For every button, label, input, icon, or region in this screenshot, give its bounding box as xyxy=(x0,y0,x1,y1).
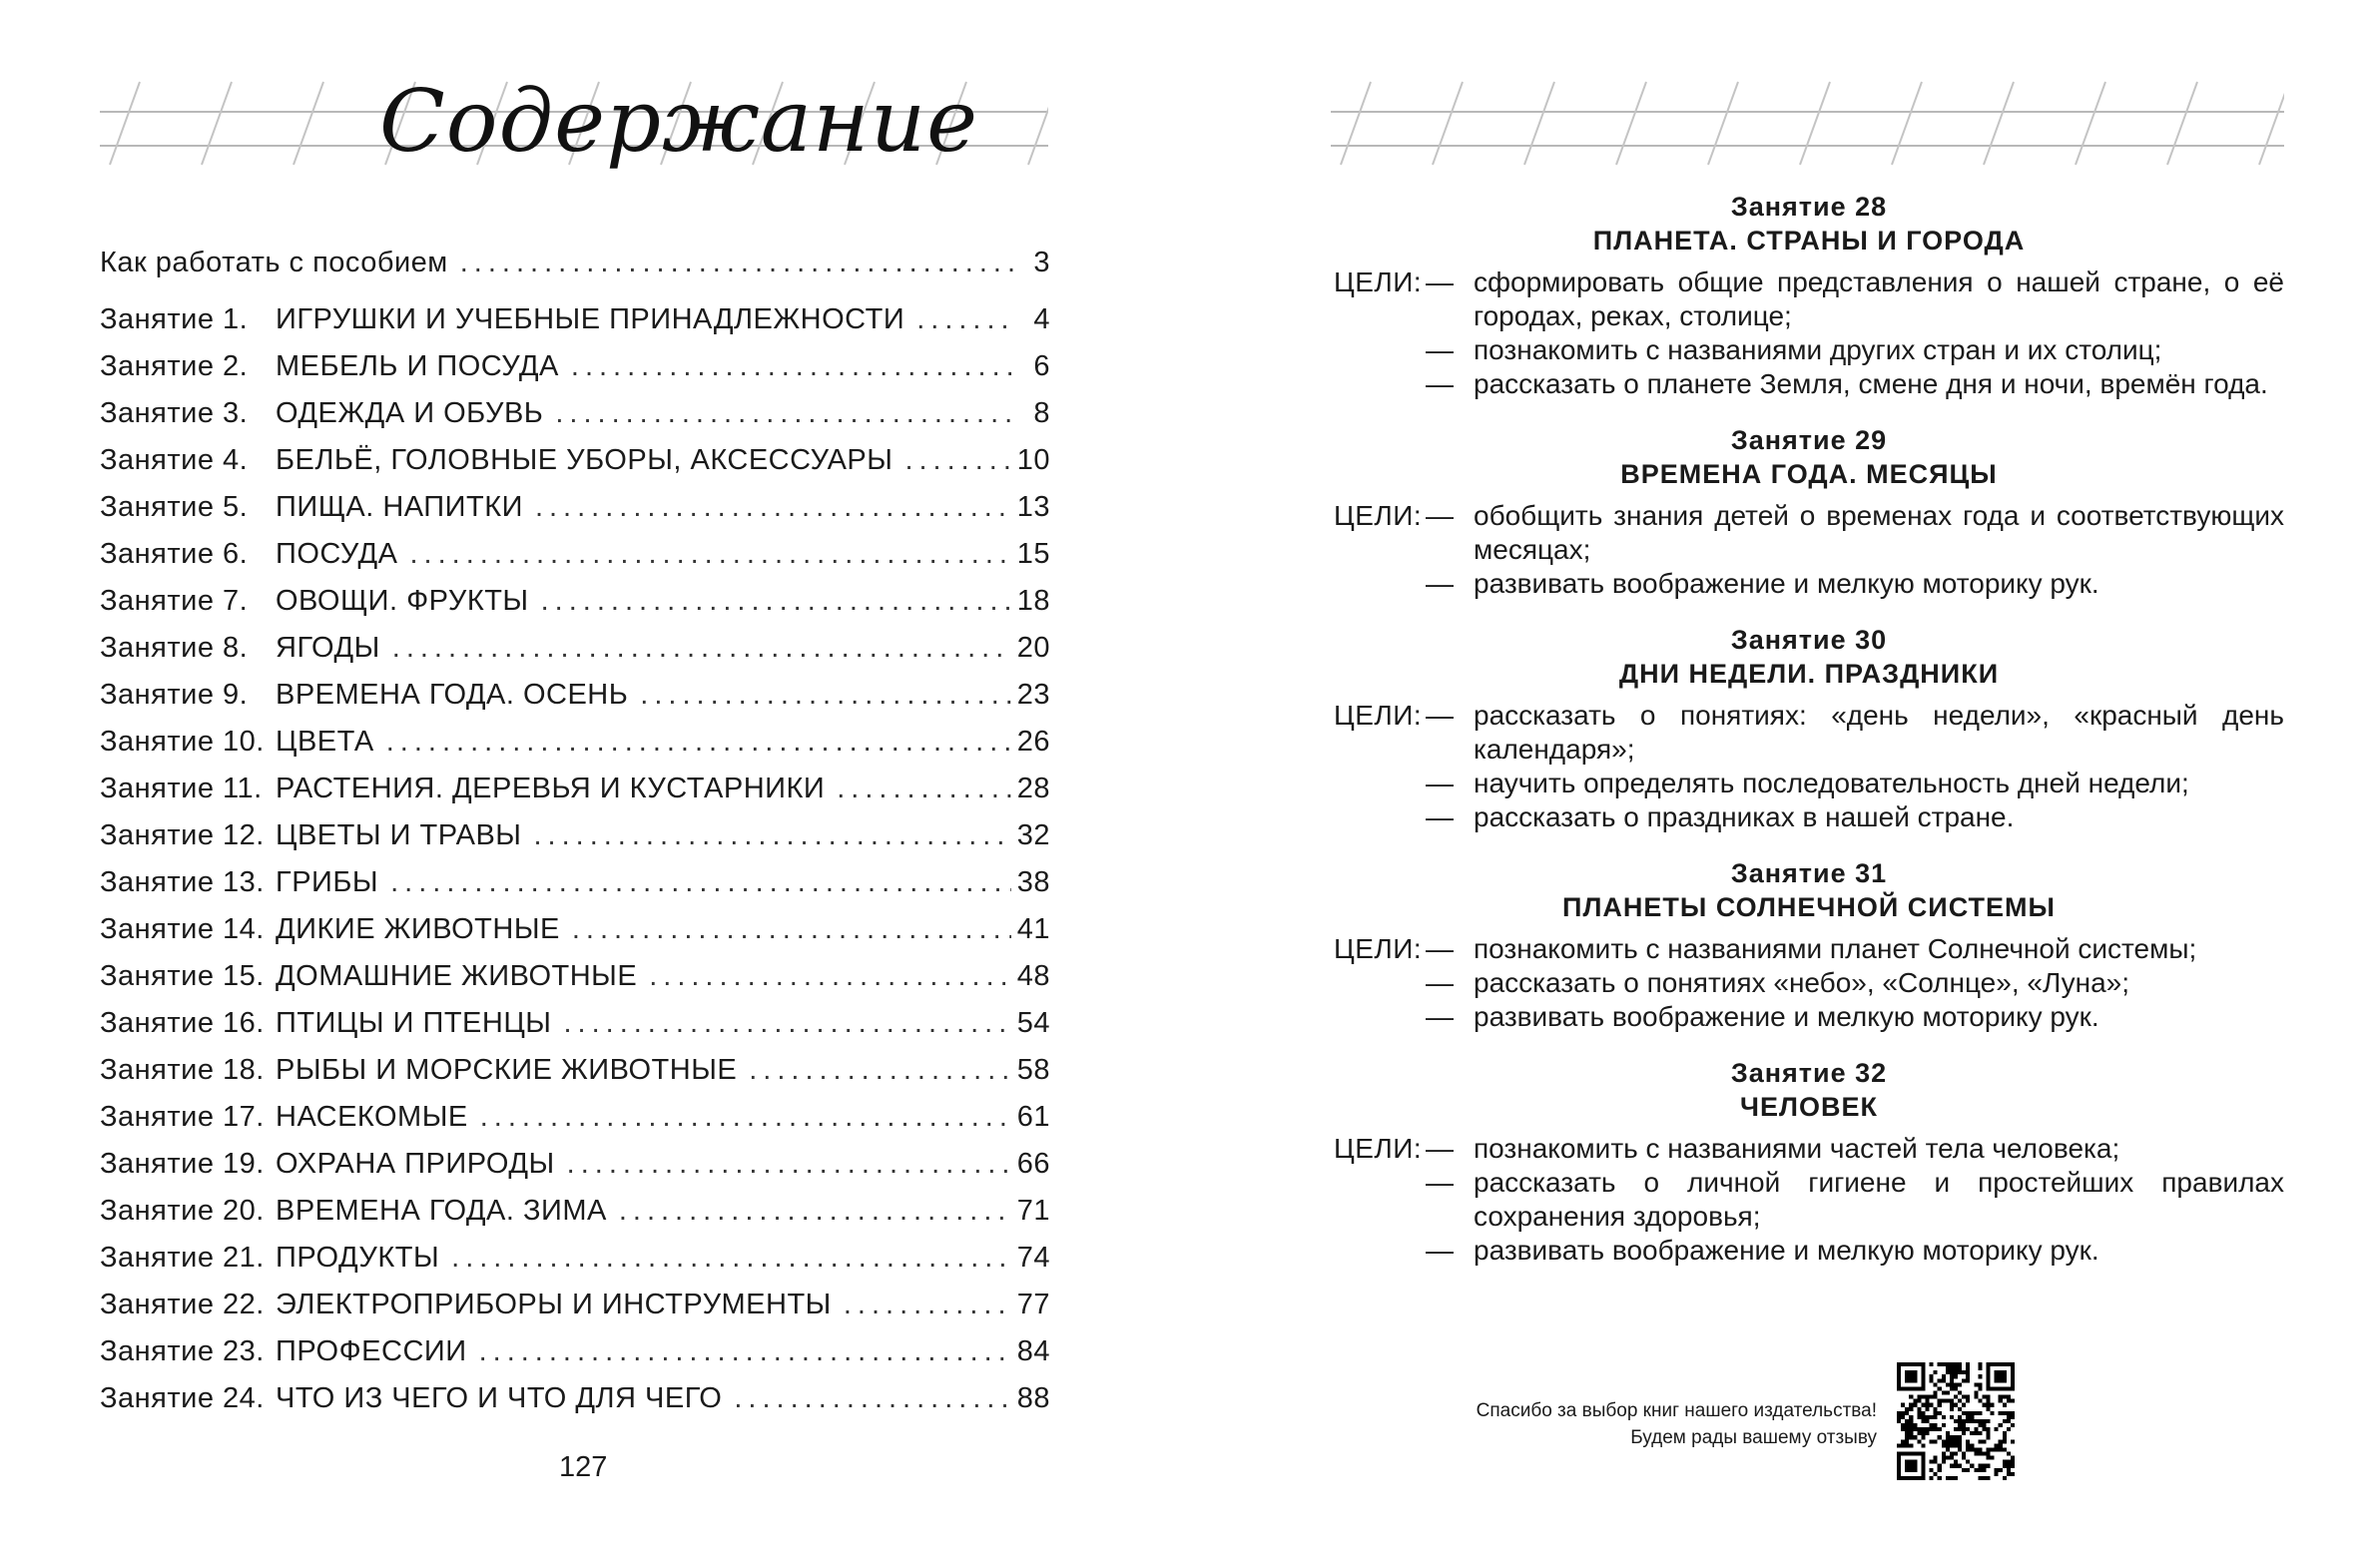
goal-item xyxy=(1426,767,2284,800)
toc-lesson-title: ВРЕМЕНА ГОДА. ОСЕНЬ xyxy=(276,679,629,711)
lesson-number: Занятие 31 xyxy=(1730,858,1888,888)
toc-lesson-title: ЧТО ИЗ ЧЕГО И ЧТО ДЛЯ ЧЕГО xyxy=(276,1382,723,1414)
toc-page-number: 15 xyxy=(1016,538,1050,570)
goal-text: рассказать о праздниках в нашей стране. xyxy=(1474,801,2015,832)
toc-leader-dots xyxy=(749,1054,1011,1087)
toc-lesson-number: Занятие 23. xyxy=(100,1335,265,1367)
toc-page-number: 48 xyxy=(1016,960,1050,992)
dash-bullet: — xyxy=(1426,967,1454,998)
dash-bullet: — xyxy=(1426,568,1454,599)
toc-page-number: 13 xyxy=(1016,491,1050,523)
dash-bullet: — xyxy=(1426,368,1454,399)
goal-text: обобщить знания детей о временах года и соответствующих месяцах; xyxy=(1474,500,2284,565)
dash-bullet: — xyxy=(1426,500,1454,531)
toc-page-number: 58 xyxy=(1016,1054,1050,1086)
toc-lesson-title: ЦВЕТЫ И ТРАВЫ xyxy=(276,819,522,851)
toc-item[interactable] xyxy=(100,538,1050,585)
goal-item xyxy=(1426,265,2284,333)
lesson-block xyxy=(1334,856,2284,1034)
toc-leader-dots xyxy=(390,866,1011,899)
goals-list xyxy=(1426,699,2284,834)
toc-page-number: 41 xyxy=(1016,913,1050,945)
toc-page-number: 3 xyxy=(1033,247,1050,278)
toc-lesson-title: ВРЕМЕНА ГОДА. ЗИМА xyxy=(276,1195,607,1227)
lesson-goals xyxy=(1334,932,2284,1034)
toc-lesson-number: Занятие 20. xyxy=(100,1195,265,1227)
toc-lesson-number: Занятие 22. xyxy=(100,1289,265,1320)
page-number: 127 xyxy=(559,1451,608,1483)
toc-item[interactable] xyxy=(100,1007,1050,1054)
toc-lesson-number: Занятие 17. xyxy=(100,1101,265,1133)
toc-lesson-number: Занятие 21. xyxy=(100,1242,265,1274)
toc-lesson-number: Занятие 16. xyxy=(100,1007,265,1039)
toc-item[interactable] xyxy=(100,866,1050,913)
toc-lesson-title: РАСТЕНИЯ. ДЕРЕВЬЯ И КУСТАРНИКИ xyxy=(276,773,826,804)
toc-lesson-title: ОВОЩИ. ФРУКТЫ xyxy=(276,585,529,617)
toc-lesson-number: Занятие 1. xyxy=(100,303,249,335)
toc-leader-dots xyxy=(649,960,1011,993)
contents-title: Содержание xyxy=(379,72,978,172)
toc-lesson-title: ПРОФЕССИИ xyxy=(276,1335,467,1367)
goal-text: развивать воображение и мелкую моторику рук. xyxy=(1474,1001,2099,1032)
lesson-number: Занятие 30 xyxy=(1730,625,1888,655)
toc-page-number: 84 xyxy=(1016,1335,1050,1367)
toc-page-number: 88 xyxy=(1016,1382,1050,1414)
toc-lesson-title: ЭЛЕКТРОПРИБОРЫ И ИНСТРУМЕНТЫ xyxy=(276,1289,832,1320)
toc-page-number: 10 xyxy=(1016,444,1050,476)
toc-page-number: 18 xyxy=(1016,585,1050,617)
goal-item xyxy=(1426,333,2284,367)
goals-list xyxy=(1426,1132,2284,1268)
toc-lesson-number: Занятие 19. xyxy=(100,1148,265,1180)
toc-leader-dots xyxy=(541,585,1011,618)
goal-item xyxy=(1426,966,2284,1000)
dash-bullet: — xyxy=(1426,1133,1454,1164)
toc-leader-dots xyxy=(844,1289,1011,1321)
goal-item xyxy=(1426,567,2284,601)
toc-lesson-title: ДОМАШНИЕ ЖИВОТНЫЕ xyxy=(276,960,638,992)
toc-item[interactable] xyxy=(100,1382,1050,1429)
toc-page-number: 4 xyxy=(1033,303,1050,335)
qr-code-icon[interactable] xyxy=(1897,1362,2015,1480)
toc-intro-label: Как работать с пособием xyxy=(100,247,448,278)
dash-bullet: — xyxy=(1426,1001,1454,1032)
toc-lesson-number: Занятие 7. xyxy=(100,585,249,617)
dash-bullet: — xyxy=(1426,933,1454,964)
lesson-block xyxy=(1334,423,2284,601)
goals-label: ЦЕЛИ: xyxy=(1334,266,1423,297)
goal-item xyxy=(1426,367,2284,401)
toc-leader-dots xyxy=(571,350,1014,383)
toc-item[interactable] xyxy=(100,1101,1050,1148)
toc-leader-dots xyxy=(837,773,1011,805)
thanks-line-1: Спасибо за выбор книг нашего издательства! xyxy=(1476,1400,1877,1421)
toc-page-number: 71 xyxy=(1016,1195,1050,1227)
toc-page-number: 32 xyxy=(1016,819,1050,851)
toc-item[interactable] xyxy=(100,350,1050,397)
toc-item[interactable] xyxy=(100,1054,1050,1101)
goal-item xyxy=(1426,499,2284,567)
toc-lesson-title: ИГРУШКИ И УЧЕБНЫЕ ПРИНАДЛЕЖНОСТИ xyxy=(276,303,905,335)
goal-text: сформировать общие представления о нашей стране, о её городах, реках, столице; xyxy=(1474,266,2284,331)
toc-page-number: 61 xyxy=(1016,1101,1050,1133)
lesson-number: Занятие 28 xyxy=(1730,192,1888,222)
toc-lesson-number: Занятие 12. xyxy=(100,819,265,851)
lesson-title: ДНИ НЕДЕЛИ. ПРАЗДНИКИ xyxy=(1618,659,2000,689)
lesson-title: ЧЕЛОВЕК xyxy=(1740,1092,1878,1122)
toc-item[interactable] xyxy=(100,819,1050,866)
goal-text: познакомить с названиями других стран и их столиц; xyxy=(1474,334,2162,365)
goal-text: научить определять последовательность дней недели; xyxy=(1474,768,2189,798)
toc-lesson-number: Занятие 4. xyxy=(100,444,249,476)
lesson-goals xyxy=(1334,265,2284,401)
toc-item[interactable] xyxy=(100,444,1050,491)
toc-lesson-number: Занятие 3. xyxy=(100,397,249,429)
toc-page-number: 20 xyxy=(1016,632,1050,664)
toc-lesson-number: Занятие 10. xyxy=(100,726,265,758)
toc-lesson-title: ПРОДУКТЫ xyxy=(276,1242,440,1274)
lesson-title: ВРЕМЕНА ГОДА. МЕСЯЦЫ xyxy=(1620,459,1998,489)
lesson-goals xyxy=(1334,699,2284,834)
toc-lesson-number: Занятие 13. xyxy=(100,866,265,898)
toc-lesson-title: ПИЩА. НАПИТКИ xyxy=(276,491,523,523)
thanks-note xyxy=(1358,1397,1877,1451)
toc-lesson-number: Занятие 2. xyxy=(100,350,249,382)
goal-text: познакомить с названиями планет Солнечной системы; xyxy=(1474,933,2197,964)
toc-page-number: 54 xyxy=(1016,1007,1050,1039)
toc-lesson-title: ЯГОДЫ xyxy=(276,632,380,664)
dash-bullet: — xyxy=(1426,700,1454,731)
goals-label: ЦЕЛИ: xyxy=(1334,500,1423,531)
goal-text: познакомить с названиями частей тела человека; xyxy=(1474,1133,2120,1164)
goal-text: рассказать о понятиях: «день недели», «красный день календаря»; xyxy=(1474,700,2284,765)
toc-lesson-number: Занятие 14. xyxy=(100,913,265,945)
toc-page-number: 26 xyxy=(1016,726,1050,758)
goal-item xyxy=(1426,1132,2284,1166)
goals-label: ЦЕЛИ: xyxy=(1334,700,1423,731)
toc-lesson-number: Занятие 8. xyxy=(100,632,249,664)
toc-page-number: 8 xyxy=(1033,397,1050,429)
toc-leader-dots xyxy=(460,247,1014,279)
thanks-line-2: Будем рады вашему отзыву xyxy=(1630,1427,1877,1448)
goal-text: развивать воображение и мелкую моторику рук. xyxy=(1474,568,2099,599)
dash-bullet: — xyxy=(1426,768,1454,798)
toc-item[interactable] xyxy=(100,1335,1050,1382)
toc-leader-dots xyxy=(904,444,1010,477)
dash-bullet: — xyxy=(1426,334,1454,365)
lesson-title: ПЛАНЕТЫ СОЛНЕЧНОЙ СИСТЕМЫ xyxy=(1562,892,2056,922)
goal-text: рассказать о планете Земля, смене дня и ночи, времён года. xyxy=(1474,368,2268,399)
toc-page-number: 66 xyxy=(1016,1148,1050,1180)
lesson-block xyxy=(1334,190,2284,401)
toc-page-number: 23 xyxy=(1016,679,1050,711)
toc-item[interactable] xyxy=(100,1289,1050,1335)
goal-item xyxy=(1426,932,2284,966)
toc-leader-dots xyxy=(535,491,1011,524)
toc-lesson-title: ДИКИЕ ЖИВОТНЫЕ xyxy=(276,913,560,945)
dash-bullet: — xyxy=(1426,1167,1454,1198)
toc-lesson-number: Занятие 11. xyxy=(100,773,263,804)
lesson-number: Занятие 32 xyxy=(1730,1058,1888,1088)
dash-bullet: — xyxy=(1426,801,1454,832)
toc-page-number: 28 xyxy=(1016,773,1050,804)
toc-item[interactable] xyxy=(100,913,1050,960)
goal-item xyxy=(1426,1234,2284,1268)
toc-leader-dots xyxy=(409,538,1010,571)
toc-lesson-title: РЫБЫ И МОРСКИЕ ЖИВОТНЫЕ xyxy=(276,1054,738,1086)
goals-label: ЦЕЛИ: xyxy=(1334,933,1423,964)
toc-leader-dots xyxy=(392,632,1011,665)
toc-lesson-number: Занятие 6. xyxy=(100,538,249,570)
toc-leader-dots xyxy=(451,1242,1011,1275)
goal-text: рассказать о понятиях «небо», «Солнце», «Луна»; xyxy=(1474,967,2130,998)
toc-lesson-title: ПОСУДА xyxy=(276,538,398,570)
toc-lesson-title: БЕЛЬЁ, ГОЛОВНЫЕ УБОРЫ, АКСЕССУАРЫ xyxy=(276,444,893,476)
toc-lesson-number: Занятие 5. xyxy=(100,491,249,523)
toc-item[interactable] xyxy=(100,1148,1050,1195)
toc-item[interactable] xyxy=(100,632,1050,679)
toc-lesson-title: ОДЕЖДА И ОБУВЬ xyxy=(276,397,544,429)
toc-leader-dots xyxy=(563,1007,1010,1040)
lesson-block xyxy=(1334,1056,2284,1268)
goals-label: ЦЕЛИ: xyxy=(1334,1133,1423,1164)
table-of-contents xyxy=(100,247,1050,1429)
toc-leader-dots xyxy=(555,397,1014,430)
toc-leader-dots xyxy=(572,913,1011,946)
goal-item xyxy=(1426,800,2284,834)
goals-list xyxy=(1426,932,2284,1034)
toc-lesson-number: Занятие 24. xyxy=(100,1382,265,1414)
toc-lesson-title: НАСЕКОМЫЕ xyxy=(276,1101,468,1133)
lessons-list xyxy=(1334,190,2284,1290)
toc-page-number: 74 xyxy=(1016,1242,1050,1274)
toc-leader-dots xyxy=(386,726,1011,759)
lesson-number: Занятие 29 xyxy=(1730,425,1888,455)
toc-leader-dots xyxy=(916,303,1014,336)
toc-item[interactable] xyxy=(100,1195,1050,1242)
lesson-goals xyxy=(1334,499,2284,601)
toc-item[interactable] xyxy=(100,679,1050,726)
toc-page-number: 77 xyxy=(1016,1289,1050,1320)
handwriting-guides-right xyxy=(1331,0,2284,190)
lesson-goals xyxy=(1334,1132,2284,1268)
toc-lesson-title: МЕБЕЛЬ И ПОСУДА xyxy=(276,350,559,382)
toc-leader-dots xyxy=(480,1101,1011,1134)
toc-lesson-number: Занятие 9. xyxy=(100,679,249,711)
toc-lesson-number: Занятие 15. xyxy=(100,960,265,992)
toc-item[interactable] xyxy=(100,1242,1050,1289)
goal-item xyxy=(1426,699,2284,767)
toc-item[interactable] xyxy=(100,491,1050,538)
toc-leader-dots xyxy=(619,1195,1011,1228)
goals-list xyxy=(1426,499,2284,601)
lesson-title: ПЛАНЕТА. СТРАНЫ И ГОРОДА xyxy=(1592,226,2026,256)
toc-lesson-title: ЦВЕТА xyxy=(276,726,374,758)
toc-leader-dots xyxy=(567,1148,1011,1181)
toc-item[interactable] xyxy=(100,773,1050,819)
toc-item[interactable] xyxy=(100,585,1050,632)
dash-bullet: — xyxy=(1426,266,1454,297)
toc-leader-dots xyxy=(533,819,1010,852)
toc-leader-dots xyxy=(640,679,1010,712)
toc-item[interactable] xyxy=(100,303,1050,350)
goal-item xyxy=(1426,1000,2284,1034)
toc-lesson-title: ОХРАНА ПРИРОДЫ xyxy=(276,1148,555,1180)
dash-bullet: — xyxy=(1426,1235,1454,1266)
toc-page-number: 38 xyxy=(1016,866,1050,898)
toc-page-number: 6 xyxy=(1033,350,1050,382)
goal-text: развивать воображение и мелкую моторику рук. xyxy=(1474,1235,2099,1266)
toc-item[interactable] xyxy=(100,397,1050,444)
toc-leader-dots xyxy=(734,1382,1010,1415)
toc-lesson-title: ПТИЦЫ И ПТЕНЦЫ xyxy=(276,1007,552,1039)
toc-item[interactable] xyxy=(100,960,1050,1007)
toc-item[interactable] xyxy=(100,726,1050,773)
goal-text: рассказать о личной гигиене и простейших правилах сохранения здоровья; xyxy=(1474,1167,2284,1232)
toc-lesson-title: ГРИБЫ xyxy=(276,866,379,898)
toc-intro-row[interactable] xyxy=(100,247,1050,293)
toc-leader-dots xyxy=(479,1335,1011,1368)
lesson-block xyxy=(1334,623,2284,834)
toc-lesson-number: Занятие 18. xyxy=(100,1054,265,1086)
goal-item xyxy=(1426,1166,2284,1234)
goals-list xyxy=(1426,265,2284,401)
